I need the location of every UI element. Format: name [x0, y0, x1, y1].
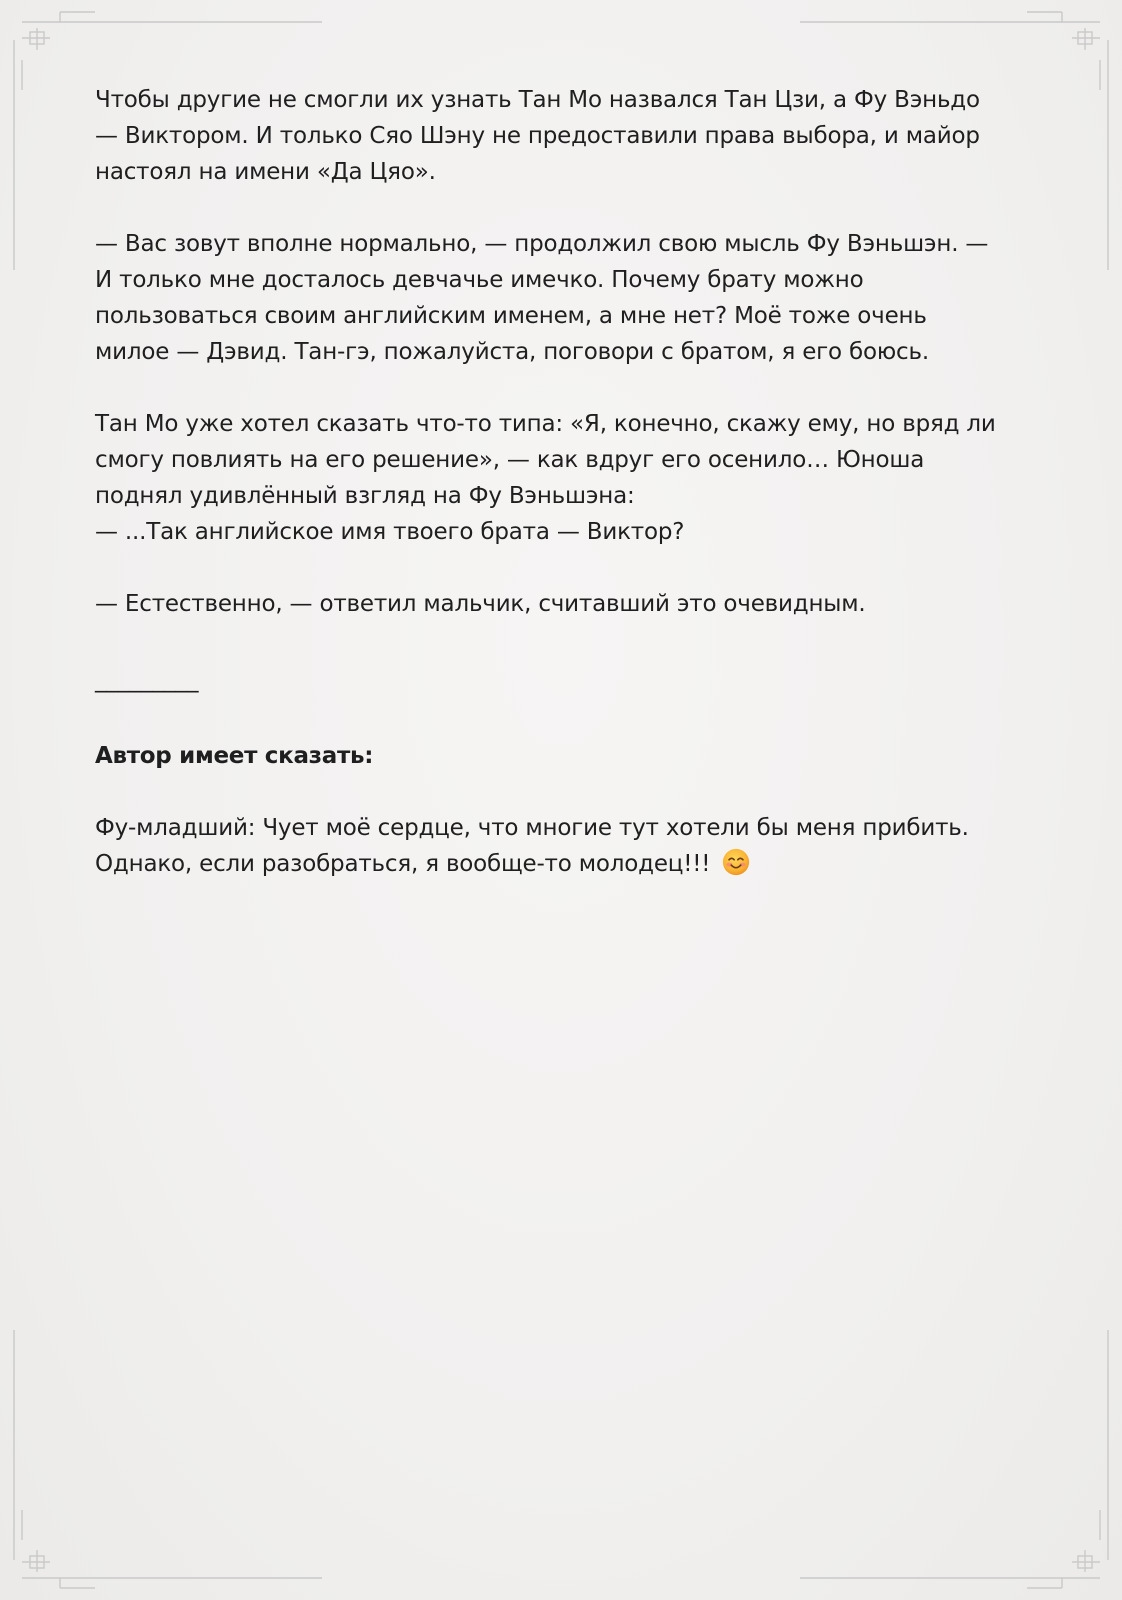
- text-line: И только мне досталось девчачье имечко. Почему брату можно: [95, 267, 864, 293]
- text-line: Однако, если разобраться, я вообще-то молодец!!!: [95, 851, 711, 877]
- author-note-heading: Автор имеет сказать:: [95, 743, 374, 769]
- author-note-text: [95, 810, 1035, 882]
- text-line: — ...Так английское имя твоего брата — Виктор?: [95, 519, 685, 545]
- text-line: Тан Мо уже хотел сказать что-то типа: «Я, конечно, скажу ему, но вряд ли: [95, 411, 996, 437]
- text-line: поднял удивлённый взгляд на Фу Вэньшэна:: [95, 483, 635, 509]
- paragraph-3: [95, 406, 1035, 550]
- document-body: [95, 82, 1035, 918]
- text-line: — Естественно, — ответил мальчик, считавший это очевидным.: [95, 591, 866, 617]
- text-line: милое — Дэвид. Тан-гэ, пожалуйста, поговори с братом, я его боюсь.: [95, 339, 929, 365]
- paragraph-4: [95, 586, 1035, 622]
- text-line: — Вас зовут вполне нормально, — продолжил свою мысль Фу Вэньшэн. —: [95, 231, 989, 257]
- frame-corner-bottom-right: [800, 1330, 1108, 1588]
- paragraph-1: [95, 82, 1035, 190]
- text-line: смогу повлиять на его решение», — как вдруг его осенило… Юноша: [95, 447, 925, 473]
- separator-line: _________: [95, 667, 199, 693]
- text-line: Фу-младший: Чует моё сердце, что многие тут хотели бы меня прибить.: [95, 815, 969, 841]
- smiling-face-emoji-icon: [722, 848, 750, 876]
- text-line: — Виктором. И только Сяо Шэну не предоставили права выбора, и майор: [95, 123, 980, 149]
- text-line: настоял на имени «Да Цяо».: [95, 159, 436, 185]
- paragraph-2: [95, 226, 1035, 370]
- text-line: пользоваться своим английским именем, а мне нет? Моё тоже очень: [95, 303, 927, 329]
- text-line-with-emoji: [95, 846, 1035, 882]
- frame-corner-bottom-left: [14, 1330, 322, 1588]
- text-line: Чтобы другие не смогли их узнать Тан Мо назвался Тан Цзи, а Фу Вэньдо: [95, 87, 980, 113]
